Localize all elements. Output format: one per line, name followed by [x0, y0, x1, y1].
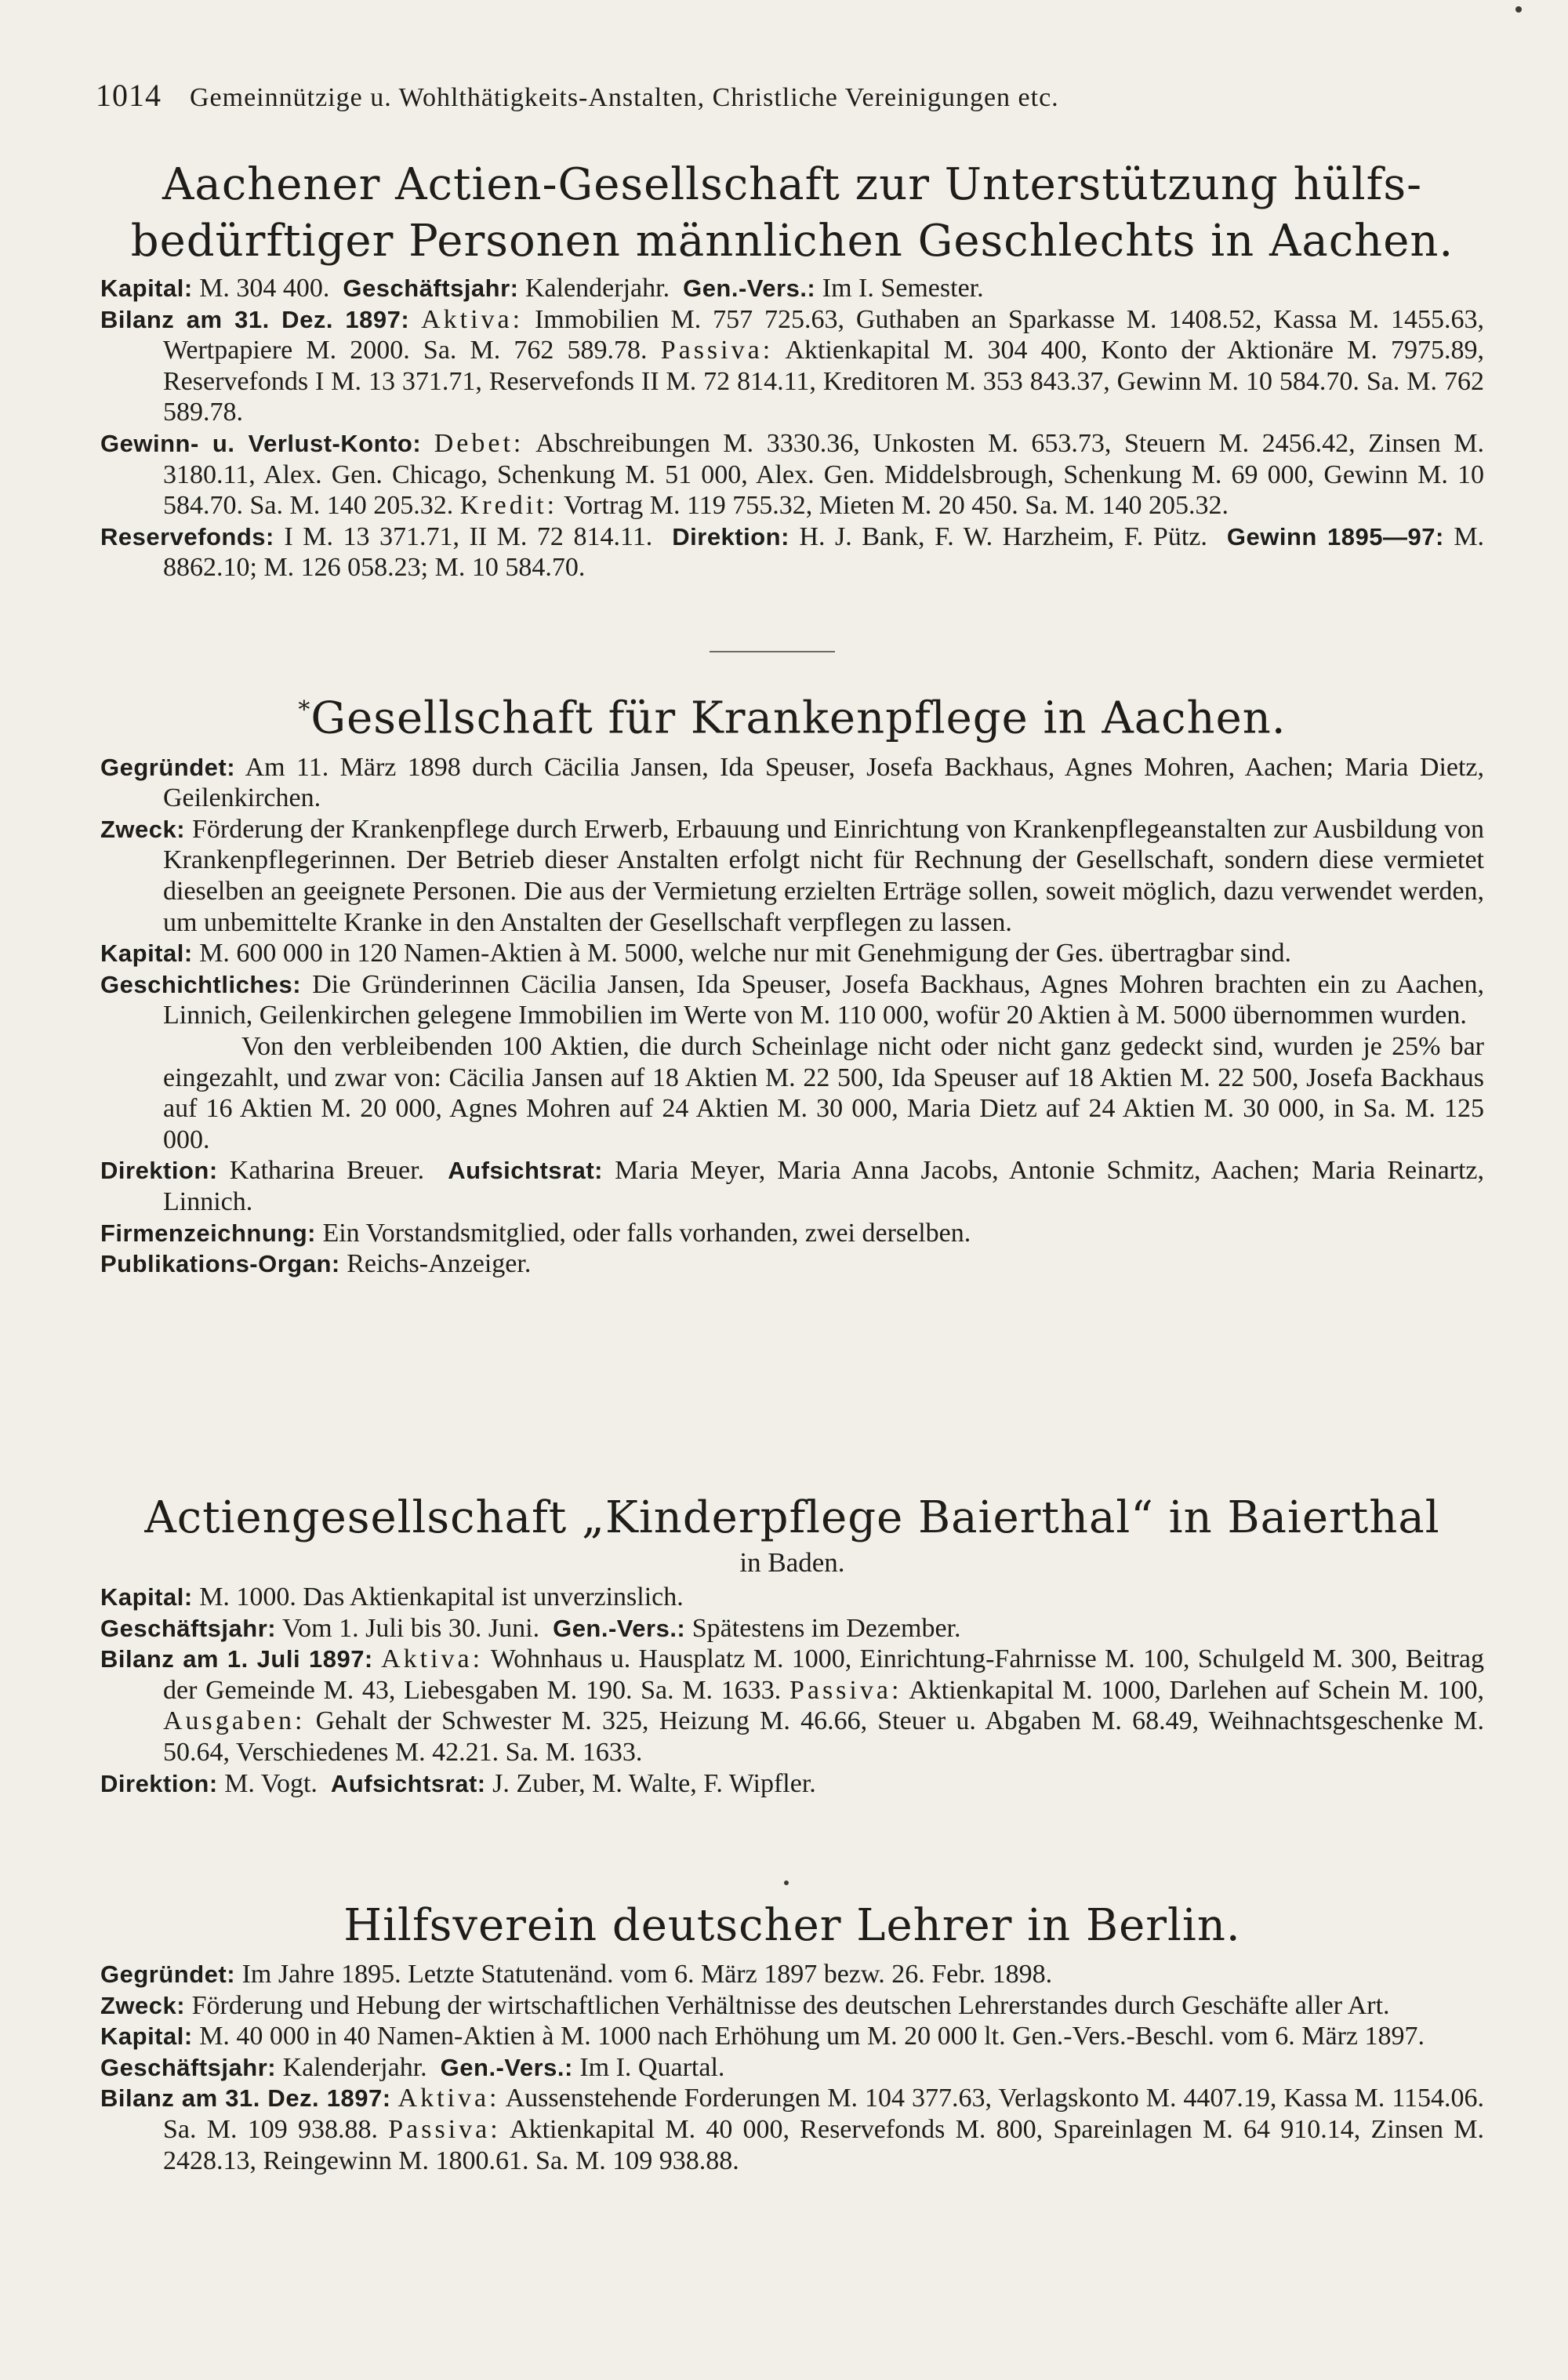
text-aufsichtsrat: Maria Meyer, Maria Anna Jacobs, Antonie Schmitz, Aachen; Maria Reinartz, Linnich.	[163, 1156, 1485, 1216]
text-geschaeftsjahr: Kalenderjahr.	[525, 274, 670, 303]
running-title: Gemeinnützige u. Wohlthätigkeits-Anstalten, Christliche Vereinigungen etc.	[190, 83, 1059, 112]
label-geschaeftsjahr: Geschäftsjahr:	[343, 274, 519, 302]
label-aktiva: Aktiva:	[381, 1644, 484, 1674]
text-kapital: M. 304 400.	[199, 274, 330, 303]
label-bilanz: Bilanz am 1. Juli 1897:	[100, 1645, 373, 1673]
entry-bilanz	[100, 1644, 1484, 1768]
label-geschichtliches: Geschichtliches:	[100, 970, 302, 998]
label-aufsichtsrat: Aufsichtsrat:	[448, 1157, 603, 1185]
label-kapital: Kapital:	[100, 939, 193, 968]
entry-geschichtliches-cont	[100, 1031, 1484, 1155]
label-direktion: Direktion:	[100, 1769, 218, 1797]
section-gesellschaft-krankenpflege	[100, 682, 1484, 1280]
entry-kapital	[100, 2021, 1484, 2052]
text-debet: Abschreibungen M. 3330.36, Unkosten M. 653.73, Steuern M. 2456.42, Zinsen M. 3180.11, Alex. Gen. Chicago, Schenkung M. 51 000, Alex. Gen. Middelsbrough, Schenkung M. 69 000, Gewinn M. 10 584.70. Sa. M. 140 205.32.	[163, 428, 1484, 521]
text-gen-vers: Spätestens im Dezember.	[691, 1613, 961, 1643]
section-title-text: Gesellschaft für Krankenpflege in Aachen.	[310, 692, 1287, 744]
section-subtitle: in Baden.	[739, 1547, 845, 1578]
text-geschichtliches-1: Die Gründerinnen Cäcilia Jansen, Ida Speuser, Josefa Backhaus, Agnes Mohren brachten ein zu Aachen, Linnich, Geilenkirchen gelegene Immobilien im Werte von M. 110 000, wofür 20 Aktien à M. 5000 übernommen wurden.	[163, 969, 1484, 1030]
entry-reservefonds	[100, 521, 1484, 583]
entry-geschichtliches	[100, 969, 1484, 1031]
label-publikations-organ: Publikations-Organ:	[100, 1250, 340, 1278]
label-geschaeftsjahr: Geschäftsjahr:	[100, 2053, 277, 2081]
text-gen-vers: Im I. Semester.	[822, 274, 984, 303]
entry-gegruendet	[100, 752, 1484, 814]
section-hilfsverein-lehrer	[100, 1898, 1484, 2176]
label-gewinn: Gewinn 1895—97:	[1226, 522, 1444, 550]
text-aktiva: Immobilien M. 757 725.63, Guthaben an Sparkasse M. 1408.52, Kassa M. 1455.63, Wertpapiere M. 2000. Sa. M. 762 589.78.	[163, 304, 1485, 365]
section-title: Actiengesellschaft „Kinderpflege Baierthal“ in Baierthal	[144, 1492, 1440, 1543]
label-gen-vers: Gen.-Vers.:	[683, 274, 816, 302]
section-title-line-2: bedürftiger Personen männlichen Geschlechts in Aachen.	[130, 216, 1454, 267]
label-gen-vers: Gen.-Vers.:	[553, 1614, 686, 1642]
label-kapital: Kapital:	[100, 2022, 193, 2051]
text-passiva: Aktienkapital M. 304 400, Konto der Aktionäre M. 7975.89, Reservefonds I M. 13 371.71, Reservefonds II M. 72 814.11, Kreditoren M. 353 843.37, Gewinn M. 10 584.70. Sa. M. 762 589.78.	[163, 336, 1484, 427]
text-direktion: H. J. Bank, F. W. Harzheim, F. Pütz.	[799, 521, 1207, 551]
text-direktion: M. Vogt.	[224, 1768, 318, 1798]
page-number: 1014	[96, 78, 162, 113]
text-passiva: Aktienkapital M. 40 000, Reservefonds M. 800, Spareinlagen M. 64 910.14, Zinsen M. 2428.13, Reingewinn M. 1800.61. Sa. M. 109 938.88.	[163, 2114, 1485, 2175]
text-geschaeftsjahr: Kalenderjahr.	[282, 2052, 427, 2082]
text-publikations-organ: Reichs-Anzeiger.	[347, 1249, 532, 1279]
text-gegruendet: Im Jahre 1895. Letzte Statutenänd. vom 6. März 1897 bezw. 26. Febr. 1898.	[241, 1960, 1053, 1989]
entry-direktion	[100, 1155, 1484, 1217]
label-zweck: Zweck:	[100, 1991, 186, 2019]
entry-gewinn-verlust	[100, 428, 1484, 521]
label-direktion: Direktion:	[100, 1157, 218, 1185]
text-zweck: Förderung und Hebung der wirtschaftlichen Verhältnisse des deutschen Lehrerstandes durch Geschäfte aller Art.	[191, 1990, 1390, 2020]
entry-firmenzeichnung	[100, 1218, 1484, 1249]
entry-zweck	[100, 1990, 1484, 2022]
label-aktiva: Aktiva:	[421, 304, 524, 334]
entry-kapital	[100, 273, 1484, 304]
section-kinderpflege-baierthal	[100, 1490, 1484, 1799]
section-title	[100, 682, 1484, 747]
text-gen-vers: Im I. Quartal.	[579, 2052, 725, 2082]
text-ausgaben: Gehalt der Schwester M. 325, Heizung M. 46.66, Steuer u. Abgaben M. 68.49, Weihnachtsgeschenke M. 50.64, Verschiedenes M. 42.21. Sa. M. 1633.	[163, 1706, 1484, 1767]
text-zweck: Förderung der Krankenpflege durch Erwerb, Erbauung und Einrichtung von Krankenpflegeanstalten zur Ausbildung von Krankenpflegerinnen. Der Betrieb dieser Anstalten erfolgt nicht für Rechnung der Gesellschaft, sondern diese vermietet dieselben an geeignete Personen. Die aus der Vermietung erzielten Erträge sollen, soweit möglich, dazu verwendet werden, um unbemittelte Kranke in den Anstalten der Gesellschaft verpflegen zu lassen.	[163, 814, 1484, 937]
text-aktiva: Wohnhaus u. Hausplatz M. 1000, Einrichtung-Fahrnisse M. 100, Schulgeld M. 300, Beitrag der Gemeinde M. 43, Liebesgaben M. 190. Sa. M. 1633.	[163, 1644, 1485, 1705]
label-reservefonds: Reservefonds:	[100, 522, 274, 550]
text-gewinn: M. 8862.10; M. 126 058.23; M. 10 584.70.	[163, 521, 1485, 583]
section-title	[100, 157, 1484, 270]
label-bilanz: Bilanz am 31. Dez. 1897:	[100, 305, 410, 333]
label-zweck: Zweck:	[100, 815, 186, 843]
entry-bilanz	[100, 304, 1484, 428]
running-head	[96, 78, 1491, 115]
speck-mark	[1515, 6, 1522, 13]
entry-geschaeftsjahr	[100, 2052, 1484, 2084]
text-reservefonds: I M. 13 371.71, II M. 72 814.11.	[284, 521, 653, 551]
text-aktiva: Aussenstehende Forderungen M. 104 377.63, Verlagskonto M. 4407.19, Kassa M. 1154.06. Sa. M. 109 938.88.	[163, 2084, 1484, 2144]
section-title: Hilfsverein deutscher Lehrer in Berlin.	[343, 1900, 1241, 1951]
entry-kapital	[100, 938, 1484, 969]
section-aachener-actien-gesellschaft	[100, 157, 1484, 583]
text-passiva: Aktienkapital M. 1000, Darlehen auf Schein M. 100,	[909, 1675, 1485, 1705]
text-geschichtliches-2: Von den verbleibenden 100 Aktien, die durch Scheinlage nicht oder nicht ganz gedeckt sind, wurden je 25% bar eingezahlt, und zwar von: Cäcilia Jansen auf 18 Aktien M. 22 500, Ida Speuser auf 18 Aktien M. 22 500, Josefa Backhaus auf 16 Aktien M. 20 000, Agnes Mohren auf 24 Aktien M. 30 000, Maria Dietz auf 24 Aktien M. 30 000, in Sa. M. 125 000.	[163, 1032, 1484, 1154]
text-aufsichtsrat: J. Zuber, M. Walte, F. Wipfler.	[492, 1768, 816, 1798]
label-gen-vers: Gen.-Vers.:	[440, 2053, 573, 2081]
footnote-star: *	[298, 696, 311, 724]
label-passiva: Passiva:	[660, 336, 774, 365]
text-kapital: M. 40 000 in 40 Namen-Aktien à M. 1000 nach Erhöhung um M. 20 000 lt. Gen.-Vers.-Beschl. vom 6. März 1897.	[199, 2022, 1425, 2051]
label-direktion: Direktion:	[672, 522, 789, 550]
label-firmenzeichnung: Firmenzeichnung:	[100, 1219, 316, 1247]
label-passiva: Passiva:	[789, 1675, 902, 1705]
label-kredit: Kredit:	[459, 491, 558, 521]
label-gewinn-verlust: Gewinn- u. Verlust-Konto:	[100, 429, 422, 457]
section-title-line-1: Aachener Actien-Gesellschaft zur Unterstützung hülfs-	[162, 159, 1423, 210]
entry-gegruendet	[100, 1959, 1484, 1990]
label-bilanz: Bilanz am 31. Dez. 1897:	[100, 2084, 391, 2113]
label-gegruendet: Gegründet:	[100, 753, 236, 781]
label-aktiva: Aktiva:	[397, 2084, 500, 2113]
text-kapital: M. 1000. Das Aktienkapital ist unverzinslich.	[199, 1582, 684, 1611]
entry-direktion	[100, 1768, 1484, 1800]
entry-kapital	[100, 1582, 1484, 1613]
entry-publikations-organ	[100, 1248, 1484, 1280]
label-gegruendet: Gegründet:	[100, 1960, 236, 1988]
label-aufsichtsrat: Aufsichtsrat:	[330, 1769, 486, 1797]
entry-zweck	[100, 814, 1484, 938]
label-ausgaben: Ausgaben:	[163, 1706, 306, 1736]
label-passiva: Passiva:	[388, 2114, 501, 2144]
text-firmenzeichnung: Ein Vorstandsmitglied, oder falls vorhanden, zwei derselben.	[322, 1218, 971, 1248]
signature-dot	[784, 1880, 789, 1885]
separator-rule	[710, 651, 835, 652]
label-geschaeftsjahr: Geschäftsjahr:	[100, 1614, 277, 1642]
text-kapital: M. 600 000 in 120 Namen-Aktien à M. 5000, welche nur mit Genehmigung der Ges. übertragbar sind.	[199, 939, 1291, 968]
label-kapital: Kapital:	[100, 274, 193, 302]
entry-geschaeftsjahr	[100, 1613, 1484, 1644]
text-gegruendet: Am 11. März 1898 durch Cäcilia Jansen, Ida Speuser, Josefa Backhaus, Agnes Mohren, Aachen; Maria Dietz, Geilenkirchen.	[163, 752, 1485, 813]
label-kapital: Kapital:	[100, 1583, 193, 1611]
text-direktion: Katharina Breuer.	[229, 1156, 425, 1186]
text-kredit: Vortrag M. 119 755.32, Mieten M. 20 450. Sa. M. 140 205.32.	[563, 491, 1229, 521]
text-geschaeftsjahr: Vom 1. Juli bis 30. Juni.	[281, 1613, 540, 1643]
entry-bilanz	[100, 2083, 1484, 2176]
label-debet: Debet:	[434, 428, 524, 458]
